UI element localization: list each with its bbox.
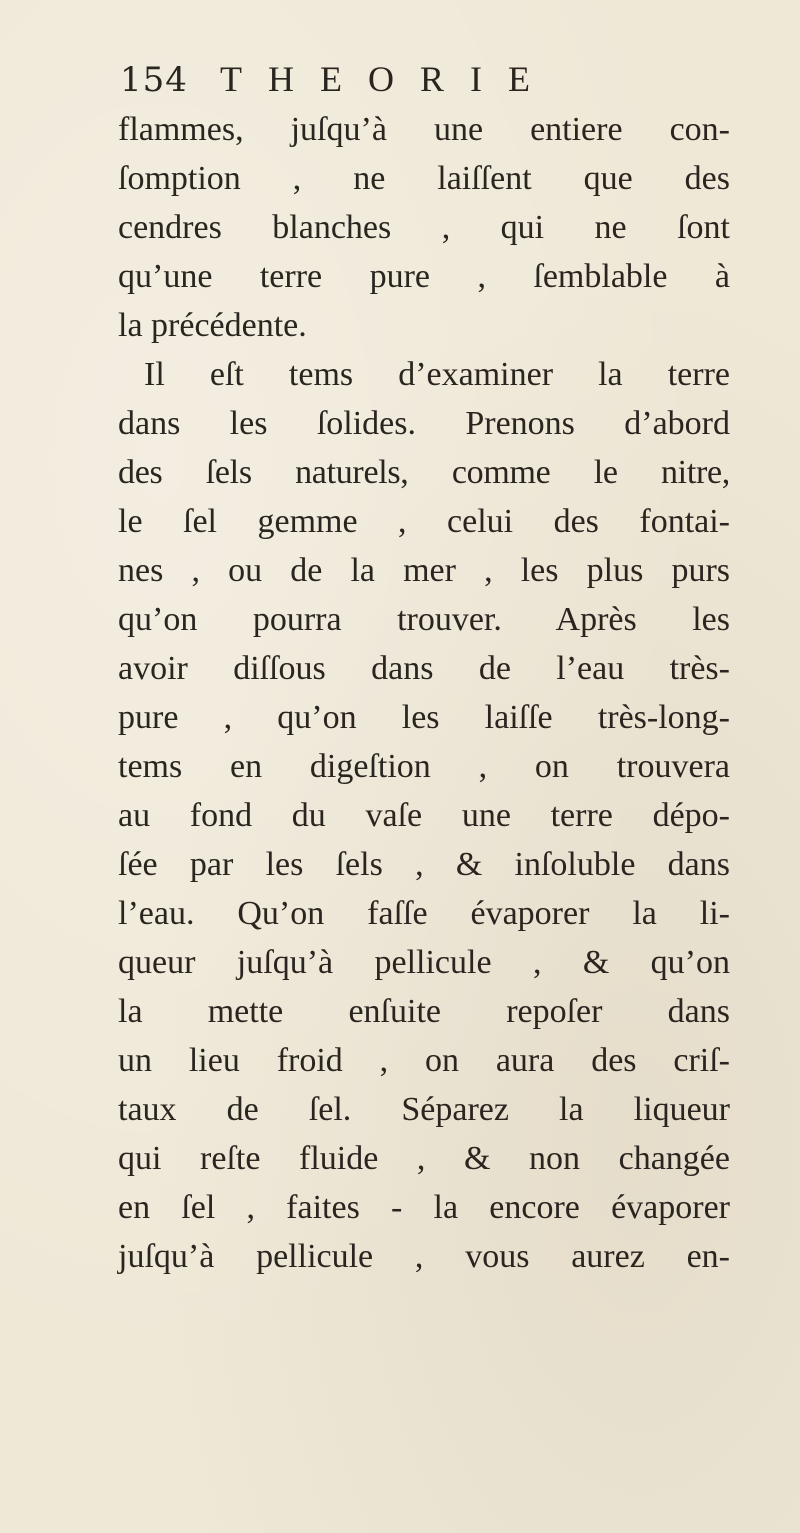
text-line: dans les ſolides. Prenons d’abord: [118, 405, 730, 442]
text-line: taux de ſel. Séparez la liqueur: [118, 1091, 730, 1128]
text-line: la mette enſuite repoſer dans: [118, 993, 730, 1030]
text-line: qu’on pourra trouver. Après les: [118, 601, 730, 638]
text-line: tems en digeſtion , on trouvera: [118, 748, 730, 785]
text-line: l’eau. Qu’on faſſe évaporer la li-: [118, 895, 730, 932]
text-line: le ſel gemme , celui des fontai-: [118, 503, 730, 540]
text-line: au fond du vaſe une terre dépo-: [118, 797, 730, 834]
page-number: 154: [120, 60, 188, 100]
running-title: THEORIE: [220, 59, 556, 99]
text-line: ſée par les ſels , & inſoluble dans: [118, 846, 730, 883]
text-line: juſqu’à pellicule , vous aurez en-: [118, 1238, 730, 1275]
text-line: ſomption , ne laiſſent que des: [118, 160, 730, 197]
body-text: [118, 105, 730, 1281]
text-line: avoir diſſous dans de l’eau très-: [118, 650, 730, 687]
text-line: des ſels naturels, comme le nitre,: [118, 454, 730, 491]
text-line: la précédente.: [118, 307, 307, 344]
running-head: [120, 58, 640, 108]
text-line: cendres blanches , qui ne ſont: [118, 209, 730, 246]
text-line: nes , ou de la mer , les plus purs: [118, 552, 730, 589]
text-line: qu’une terre pure , ſemblable à: [118, 258, 730, 295]
text-line: qui reſte fluide , & non changée: [118, 1140, 730, 1177]
text-line: en ſel , faites - la encore évaporer: [118, 1189, 730, 1226]
text-line: un lieu froid , on aura des criſ-: [118, 1042, 730, 1079]
paragraph-start-line: Il eſt tems d’examiner la terre: [144, 356, 730, 393]
text-line: pure , qu’on les laiſſe très-long-: [118, 699, 730, 736]
text-line: flammes, juſqu’à une entiere con-: [118, 111, 730, 148]
text-line: queur juſqu’à pellicule , & qu’on: [118, 944, 730, 981]
